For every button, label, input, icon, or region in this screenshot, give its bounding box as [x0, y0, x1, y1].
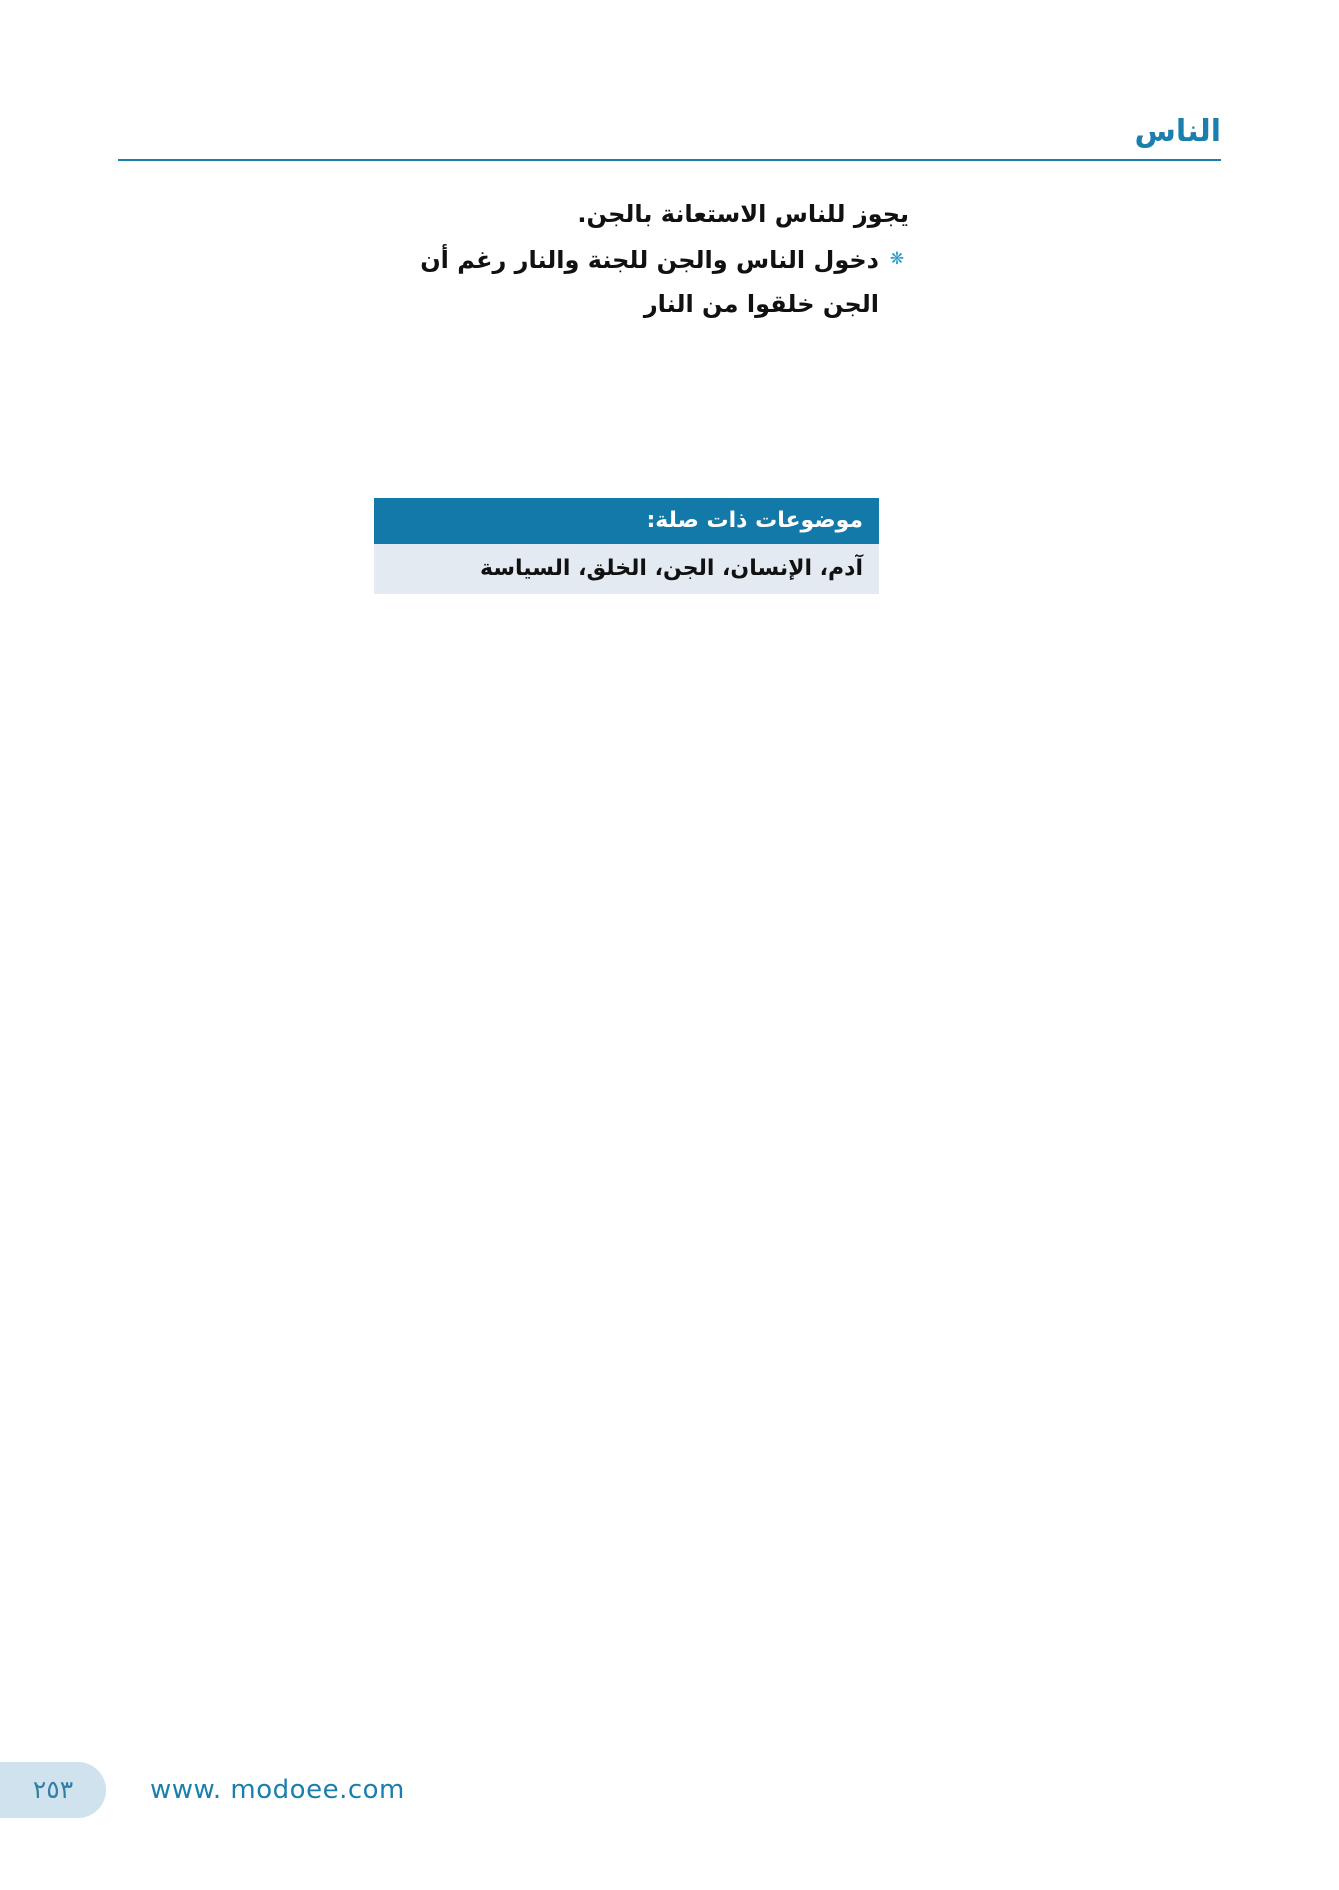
main-text-block — [389, 192, 909, 326]
related-topics-heading: موضوعات ذات صلة: — [374, 498, 879, 544]
paragraph-text: يجوز للناس الاستعانة بالجن. — [577, 200, 909, 228]
page-title: الناس — [1134, 114, 1221, 149]
related-topics-box — [374, 498, 879, 594]
list-item-label: دخول الناس والجن للجنة والنار رغم أن الجن خلقوا من النار — [420, 246, 879, 318]
related-topics-items: آدم، الإنسان، الجن، الخلق، السياسة — [374, 544, 879, 594]
page-number: ٢٥٣ — [0, 1762, 106, 1818]
flower-bullet-icon: ❋ — [889, 249, 905, 269]
page-header — [118, 112, 1221, 168]
header-divider — [118, 159, 1221, 161]
list-item — [389, 238, 909, 326]
page-footer — [0, 1762, 1339, 1818]
footer-website-link[interactable]: www. modoee.com — [150, 1775, 405, 1805]
